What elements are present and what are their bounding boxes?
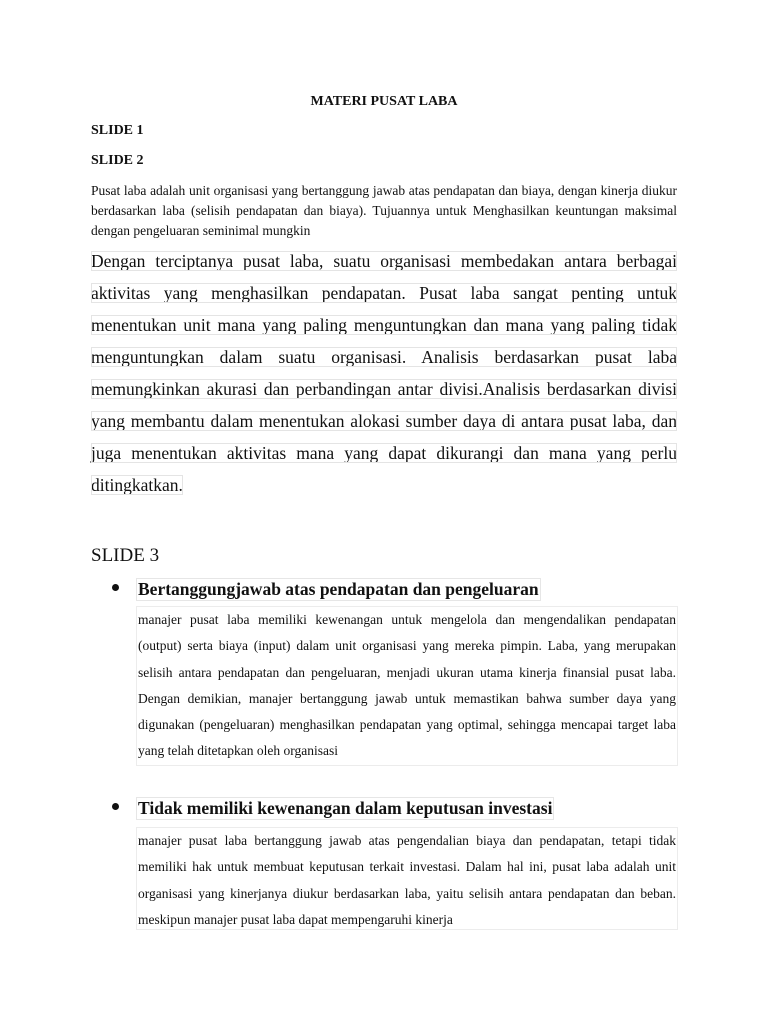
- bullet-heading: Bertanggungjawab atas pendapatan dan pengeluaran: [138, 579, 539, 599]
- bullet-body: manajer pusat laba bertanggung jawab atas pengendalian biaya dan pendapatan, tetapi tidak memiliki hak untuk membuat keputusan terkait investasi. Dalam hal ini, pusat laba adalah unit organisasi yang kinerjanya diukur berdasarkan laba, yaitu selisih antara pendapatan dan beban. meskipun manajer pusat laba dapat mempengaruhi kinerja: [136, 827, 678, 930]
- bullet-item: [112, 797, 678, 937]
- slide-1-label: SLIDE 1: [91, 123, 144, 138]
- page-title: MATERI PUSAT LABA: [310, 94, 458, 109]
- slide-2-label: SLIDE 2: [91, 153, 144, 168]
- slide-2-paragraph-analysis: [91, 245, 677, 501]
- slide-3-label: SLIDE 3: [91, 545, 160, 566]
- slide-2-paragraph-definition: Pusat laba adalah unit organisasi yang bertanggung jawab atas pendapatan dan biaya, dengan kinerja diukur berdasarkan laba (selisih pendapatan dan biaya). Tujuannya untuk Menghasilkan keuntungan maksimal dengan pengeluaran seminimal mungkin: [91, 183, 677, 238]
- bullet-heading: Tidak memiliki kewenangan dalam keputusan investasi: [138, 798, 553, 818]
- bullet-icon: [112, 803, 119, 810]
- slide-2-paragraph-analysis-text: Dengan terciptanya pusat laba, suatu organisasi membedakan antara berbagai aktivitas yang menghasilkan pendapatan. Pusat laba sangat penting untuk menentukan unit mana yang paling menguntungkan dan mana yang paling tidak menguntungkan dalam suatu organisasi. Analisis berdasarkan pusat laba memungkinkan akurasi dan perbandingan antar divisi.Analisis berdasarkan divisi yang membantu dalam menentukan alokasi sumber daya di antara pusat laba, dan juga menentukan aktivitas mana yang dapat dikurangi dan mana yang perlu ditingkatkan.: [91, 251, 677, 495]
- bullet-icon: [112, 584, 119, 591]
- bullet-item: [112, 578, 678, 793]
- bullet-body: manajer pusat laba memiliki kewenangan untuk mengelola dan mengendalikan pendapatan (output) serta biaya (input) dalam unit organisasi yang mereka pimpin. Laba, yang merupakan selisih antara pendapatan dan pengeluaran, menjadi ukuran utama kinerja finansial pusat laba. Dengan demikian, manajer bertanggung jawab untuk memastikan bahwa sumber daya yang digunakan (pengeluaran) menghasilkan pendapatan yang optimal, sehingga mencapai target laba yang telah ditetapkan oleh organisasi: [136, 606, 678, 766]
